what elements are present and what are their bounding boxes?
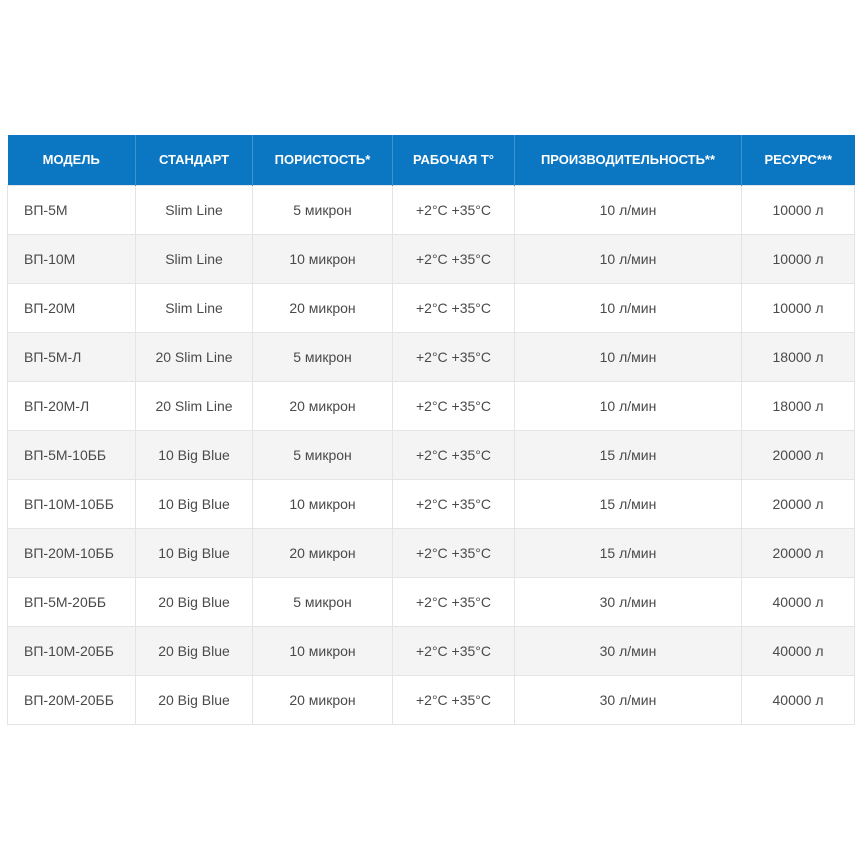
cell-resource: 18000 л: [742, 332, 855, 381]
cell-porosity: 5 микрон: [253, 185, 393, 234]
cell-model: ВП-20М-Л: [8, 381, 136, 430]
cell-model: ВП-20М-10ББ: [8, 528, 136, 577]
cell-temperature: +2°C +35°C: [393, 283, 515, 332]
table-body: [8, 185, 855, 724]
cell-temperature: +2°C +35°C: [393, 626, 515, 675]
cell-model: ВП-10М: [8, 234, 136, 283]
cell-flow-rate: 10 л/мин: [515, 381, 742, 430]
cell-porosity: 20 микрон: [253, 283, 393, 332]
cell-flow-rate: 10 л/мин: [515, 332, 742, 381]
cell-resource: 40000 л: [742, 626, 855, 675]
cell-temperature: +2°C +35°C: [393, 430, 515, 479]
cell-model: ВП-20М: [8, 283, 136, 332]
table-row: [8, 185, 855, 234]
cell-porosity: 10 микрон: [253, 234, 393, 283]
table-row: [8, 234, 855, 283]
table-row: [8, 528, 855, 577]
cell-temperature: +2°C +35°C: [393, 479, 515, 528]
cell-porosity: 5 микрон: [253, 577, 393, 626]
cell-standard: Slim Line: [136, 185, 253, 234]
cell-model: ВП-10М-10ББ: [8, 479, 136, 528]
cell-temperature: +2°C +35°C: [393, 381, 515, 430]
table-row: [8, 381, 855, 430]
cell-model: ВП-5М-20ББ: [8, 577, 136, 626]
cell-resource: 40000 л: [742, 577, 855, 626]
cell-model: ВП-20М-20ББ: [8, 675, 136, 724]
cell-temperature: +2°C +35°C: [393, 675, 515, 724]
header-flow-rate: ПРОИЗВОДИТЕЛЬНОСТЬ**: [515, 135, 742, 185]
cell-flow-rate: 10 л/мин: [515, 234, 742, 283]
cell-standard: Slim Line: [136, 283, 253, 332]
cell-flow-rate: 30 л/мин: [515, 626, 742, 675]
table-row: [8, 430, 855, 479]
header-standard: СТАНДАРТ: [136, 135, 253, 185]
cell-porosity: 10 микрон: [253, 626, 393, 675]
cell-standard: 10 Big Blue: [136, 528, 253, 577]
table-header: [8, 135, 855, 185]
cell-porosity: 10 микрон: [253, 479, 393, 528]
cell-resource: 18000 л: [742, 381, 855, 430]
cell-standard: 20 Big Blue: [136, 577, 253, 626]
cell-standard: 10 Big Blue: [136, 479, 253, 528]
cell-model: ВП-5М-Л: [8, 332, 136, 381]
table-row: [8, 479, 855, 528]
cell-temperature: +2°C +35°C: [393, 528, 515, 577]
cell-standard: 20 Slim Line: [136, 332, 253, 381]
cell-flow-rate: 15 л/мин: [515, 528, 742, 577]
header-operating-temperature: РАБОЧАЯ T°: [393, 135, 515, 185]
cell-resource: 20000 л: [742, 479, 855, 528]
cell-resource: 10000 л: [742, 185, 855, 234]
filter-spec-table: [7, 135, 855, 725]
cell-porosity: 20 микрон: [253, 675, 393, 724]
cell-model: ВП-10М-20ББ: [8, 626, 136, 675]
cell-porosity: 5 микрон: [253, 332, 393, 381]
cell-flow-rate: 10 л/мин: [515, 283, 742, 332]
cell-standard: Slim Line: [136, 234, 253, 283]
cell-temperature: +2°C +35°C: [393, 577, 515, 626]
cell-resource: 40000 л: [742, 675, 855, 724]
cell-model: ВП-5М: [8, 185, 136, 234]
cell-standard: 20 Slim Line: [136, 381, 253, 430]
header-resource: РЕСУРС***: [742, 135, 855, 185]
cell-temperature: +2°C +35°C: [393, 234, 515, 283]
cell-resource: 20000 л: [742, 528, 855, 577]
header-porosity: ПОРИСТОСТЬ*: [253, 135, 393, 185]
cell-standard: 10 Big Blue: [136, 430, 253, 479]
cell-flow-rate: 15 л/мин: [515, 430, 742, 479]
header-model: МОДЕЛЬ: [8, 135, 136, 185]
cell-porosity: 5 микрон: [253, 430, 393, 479]
cell-standard: 20 Big Blue: [136, 626, 253, 675]
cell-model: ВП-5М-10ББ: [8, 430, 136, 479]
cell-temperature: +2°C +35°C: [393, 332, 515, 381]
cell-flow-rate: 30 л/мин: [515, 577, 742, 626]
cell-resource: 10000 л: [742, 234, 855, 283]
cell-flow-rate: 30 л/мин: [515, 675, 742, 724]
cell-flow-rate: 15 л/мин: [515, 479, 742, 528]
header-row: [8, 135, 855, 185]
cell-resource: 10000 л: [742, 283, 855, 332]
cell-standard: 20 Big Blue: [136, 675, 253, 724]
table-row: [8, 577, 855, 626]
table-row: [8, 332, 855, 381]
cell-porosity: 20 микрон: [253, 528, 393, 577]
cell-resource: 20000 л: [742, 430, 855, 479]
table-row: [8, 626, 855, 675]
cell-temperature: +2°C +35°C: [393, 185, 515, 234]
cell-porosity: 20 микрон: [253, 381, 393, 430]
table-row: [8, 675, 855, 724]
table-row: [8, 283, 855, 332]
cell-flow-rate: 10 л/мин: [515, 185, 742, 234]
